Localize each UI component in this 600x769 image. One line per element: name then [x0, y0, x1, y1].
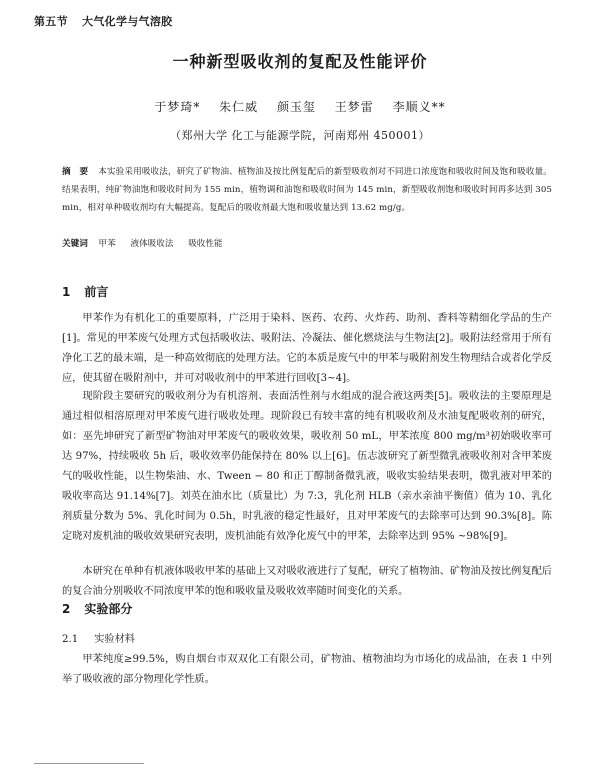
abstract [62, 163, 552, 217]
subsection-title: 实验材料 [94, 634, 135, 645]
paragraph-intro-1: 甲苯作为有机化工的重要原料，广泛用于染料、医药、农药、火炸药、助剂、香料等精细化学品的生产[1]。常见的甲苯废气处理方式包括吸收法、吸附法、冷凝法、催化燃烧法与生物法[2]。吸附法经常用于所有净化工艺的最末端，是一种高效彻底的处理方法。它的本质是废气中的甲苯与吸附剂发生物理结合或者化学反应，使其留在吸附剂中，并可对吸收剂中的甲苯进行回收[3~4]。 [62, 313, 552, 384]
paper-authors: 于梦琦* 朱仁威 颜玉玺 王梦雷 李顺义** [154, 100, 446, 114]
paper-title: 一种新型吸收剂的复配及性能评价 [172, 52, 428, 71]
running-head-section: 第五节 [34, 15, 68, 28]
abstract-text: 本实验采用吸收法，研究了矿物油、植物油及按比例复配后的新型吸收剂对不同进口浓度饱和吸收时间及饱和吸收量。结果表明，纯矿物油饱和吸收时间为 155 min，植物调和油饱和吸收时间为 145 min，新型吸收剂饱和吸收时间再多达到 305 min，相对单种吸收剂均有大幅提高。复配后的吸收剂最大饱和吸收量达到 13.62 mg/g。 [62, 167, 552, 213]
paper-affiliation: （郑州大学 化工与能源学院，河南郑州 450001） [170, 129, 430, 142]
footnote-divider [34, 763, 144, 764]
section-1-number: 1 [62, 285, 71, 299]
subsection-2-1-heading [62, 630, 135, 645]
section-1-title: 前言 [84, 285, 109, 299]
section-2-number: 2 [62, 602, 71, 616]
paragraph-intro-2: 现阶段主要研究的吸收剂分为有机溶剂、表面活性剂与水组成的混合液这两类[5]。吸收法的主要原理是通过相似相溶原理对甲苯废气进行吸收处理。现阶段已有较丰富的纯有机吸收剂及水油复配吸收剂的研究，如：巫先坤研究了新型矿物油对甲苯废气的吸收效果，吸收剂 50 mL，甲苯浓度 800 mg/m³初始吸收率可达 97%，持续吸收 5h 后，吸收效率仍能保持在 80% 以上[6]。伍志波研究了新型微乳液吸收剂对含甲苯废气的吸收性能，以生物柴油、水、Tween − 80 和正丁醇制备微乳液，吸收实验结果表明，微乳液对甲苯的吸收率高达 91.14%[7]。刘英在油水比（质量比）为 7:3，乳化剂 HLB（亲水亲油平衡值）值为 10、乳化剂质量分数为 5%、乳化时间为 0.5h，时乳液的稳定性最好，且对甲苯废气的去除率可达到 90.3%[8]。陈定晓对废机油的吸收效果研究表明，废机油能有效净化废气中的甲苯，去除率达到 95% ~98%[9]。 [62, 391, 552, 542]
running-head-title: 大气化学与气溶胶 [82, 15, 173, 28]
section-2-heading [62, 600, 132, 617]
section-1-heading [62, 283, 108, 300]
section-2-title: 实验部分 [84, 602, 133, 616]
keyword-item: 吸收性能 [188, 239, 223, 249]
subsection-number: 2.1 [62, 634, 79, 645]
paragraph-materials: 甲苯纯度≥99.5%，购自烟台市双双化工有限公司，矿物油、植物油均为市场化的成品油，在表 1 中列举了吸收液的部分物理化学性质。 [62, 654, 552, 685]
abstract-label: 摘 要 [62, 167, 89, 177]
keywords-label: 关键词 [62, 239, 88, 249]
keyword-item: 甲苯 [98, 239, 116, 249]
keywords [62, 236, 552, 252]
keyword-item: 液体吸收法 [130, 239, 174, 249]
running-head [34, 13, 172, 29]
paragraph-intro-3: 本研究在单种有机液体吸收甲苯的基础上又对吸收液进行了复配，研究了植物油、矿物油及按比例复配后的复合油分别吸收不同浓度甲苯的饱和吸收量及吸收效率随时间变化的关系。 [62, 566, 552, 597]
